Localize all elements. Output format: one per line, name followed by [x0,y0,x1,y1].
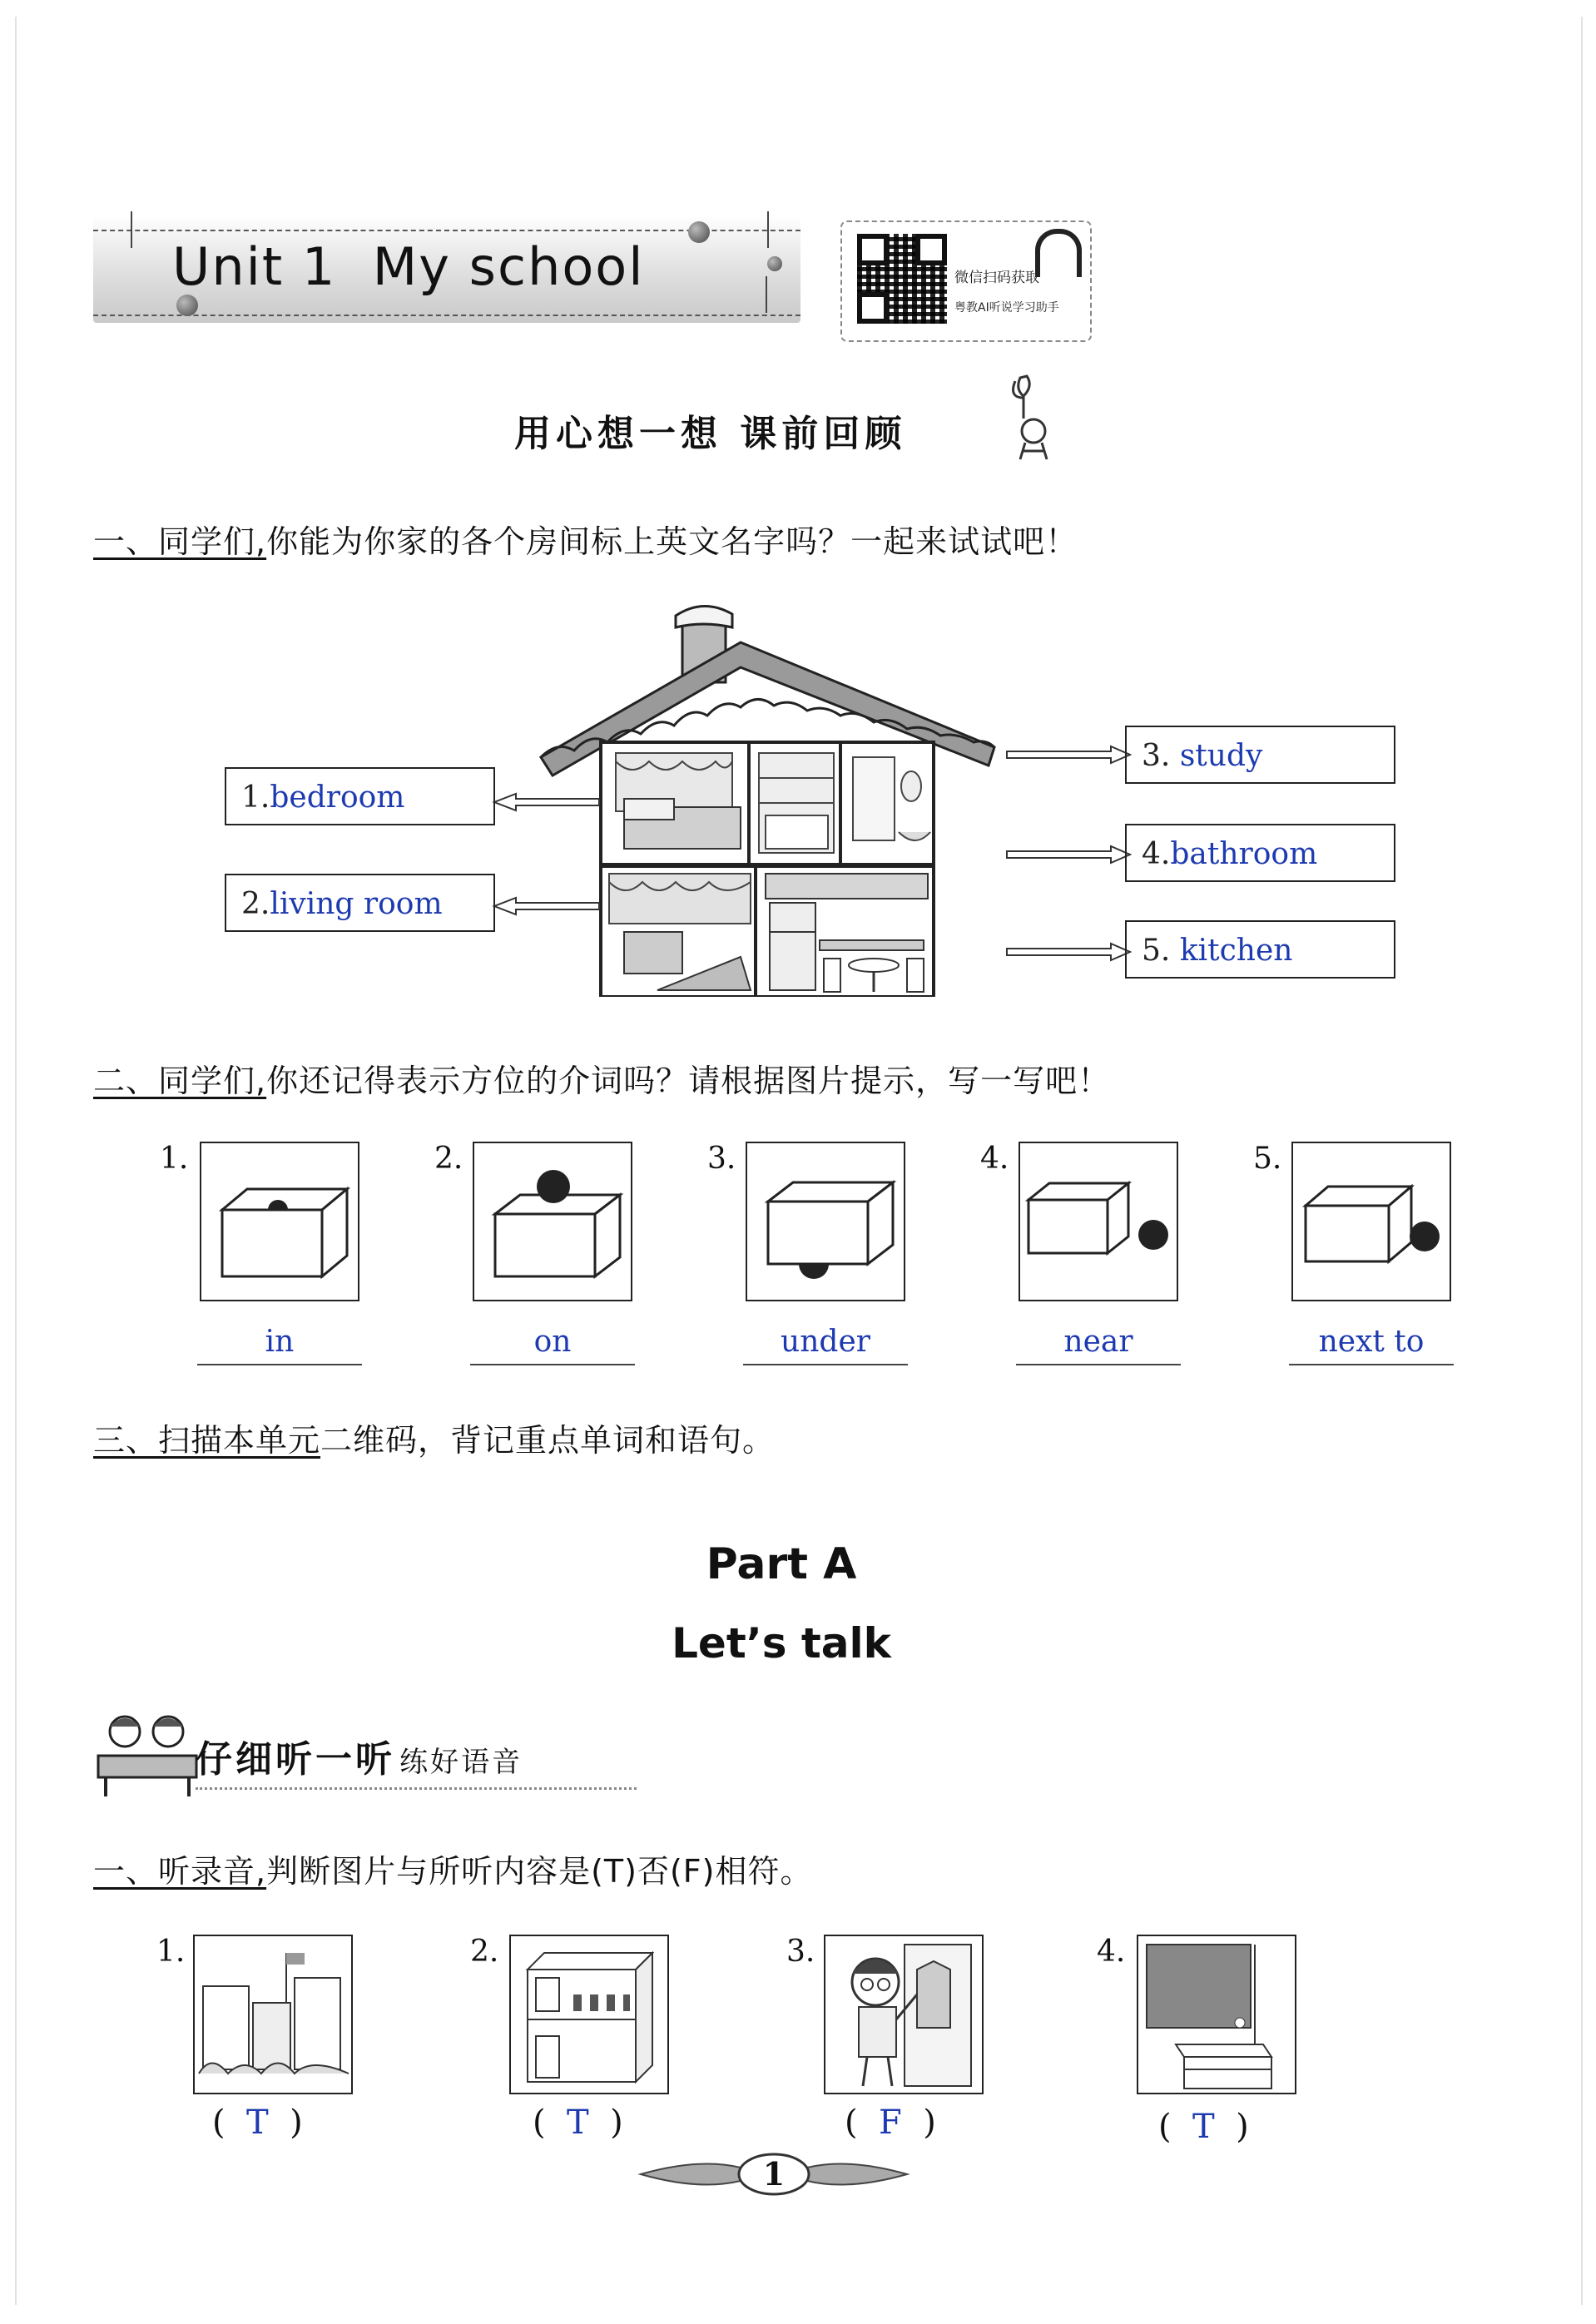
listen-answer-2[interactable]: ( T ) [533,2103,623,2142]
prep-answer-1[interactable]: in [197,1325,362,1365]
prep-picture-5 [1291,1142,1451,1301]
part-title: Part A [706,1539,857,1589]
school-building-picture [193,1935,353,2094]
prep-picture-4 [1019,1142,1178,1301]
unit-banner [93,218,800,323]
children-reading-icon [93,1710,201,1801]
listen-item-2-number: 2. [470,1935,499,1969]
prep-answer-5[interactable]: next to [1289,1325,1454,1365]
boy-in-locker-room-picture [824,1935,984,2094]
prep-answer-4[interactable]: near [1016,1325,1181,1365]
listen-item-1-number: 1. [156,1935,186,1969]
blackboard-desk-picture [1137,1935,1296,2094]
listen-item-4-number: 4. [1097,1935,1126,1969]
listen-item-3-number: 3. [786,1935,815,1969]
part-subtitle: Let’s talk [672,1619,891,1667]
prep-item-5-number: 5. [1253,1142,1282,1176]
room-label-1[interactable]: 1.bedroom [225,767,495,825]
exercise-2-heading: 二、同学们,你还记得表示方位的介词吗？请根据图片提示，写一写吧！ [93,1063,1111,1099]
prep-picture-3 [746,1142,905,1301]
listen-heading: 一、听录音,判断图片与所听内容是(T)否(F)相符。 [93,1853,813,1890]
house-arrows [491,732,1132,982]
prep-picture-1 [200,1142,359,1301]
prep-item-2-number: 2. [434,1142,463,1176]
qr-code-panel[interactable] [840,221,1092,342]
room-label-5[interactable]: 5. kitchen [1125,920,1395,979]
building-floors-picture [509,1935,669,2094]
prep-item-1-number: 1. [160,1142,189,1176]
qr-caption: 微信扫码获取 [954,270,1039,286]
section-banner: 用心想一想 课前回顾 [514,413,907,455]
prep-item-4-number: 4. [980,1142,1009,1176]
exercise-3-heading: 三、扫描本单元二维码，背记重点单词和语句。 [93,1422,776,1459]
listen-answer-1[interactable]: ( T ) [212,2103,303,2142]
prep-answer-2[interactable]: on [470,1325,635,1365]
unit-title: Unit 1 My school [172,236,645,297]
headset-icon [1035,229,1082,277]
room-label-3[interactable]: 3. study [1125,726,1395,784]
prep-answer-3[interactable]: under [743,1325,908,1365]
page-number: 1 [762,2155,786,2193]
listen-banner: 仔细听一听 练好语音 [196,1729,637,1790]
listen-answer-3[interactable]: ( F ) [845,2103,936,2142]
qr-code-icon[interactable] [857,234,947,324]
prep-item-3-number: 3. [707,1142,736,1176]
listen-answer-4[interactable]: ( T ) [1158,2108,1249,2146]
boy-with-plant-icon [990,373,1057,464]
room-label-2[interactable]: 2.living room [225,874,495,932]
exercise-1-heading: 一、同学们,你能为你家的各个房间标上英文名字吗？一起来试试吧！ [93,523,1078,560]
prep-picture-2 [473,1142,632,1301]
qr-subcaption: 粤教AI听说学习助手 [954,301,1059,315]
room-label-4[interactable]: 4.bathroom [1125,824,1395,882]
